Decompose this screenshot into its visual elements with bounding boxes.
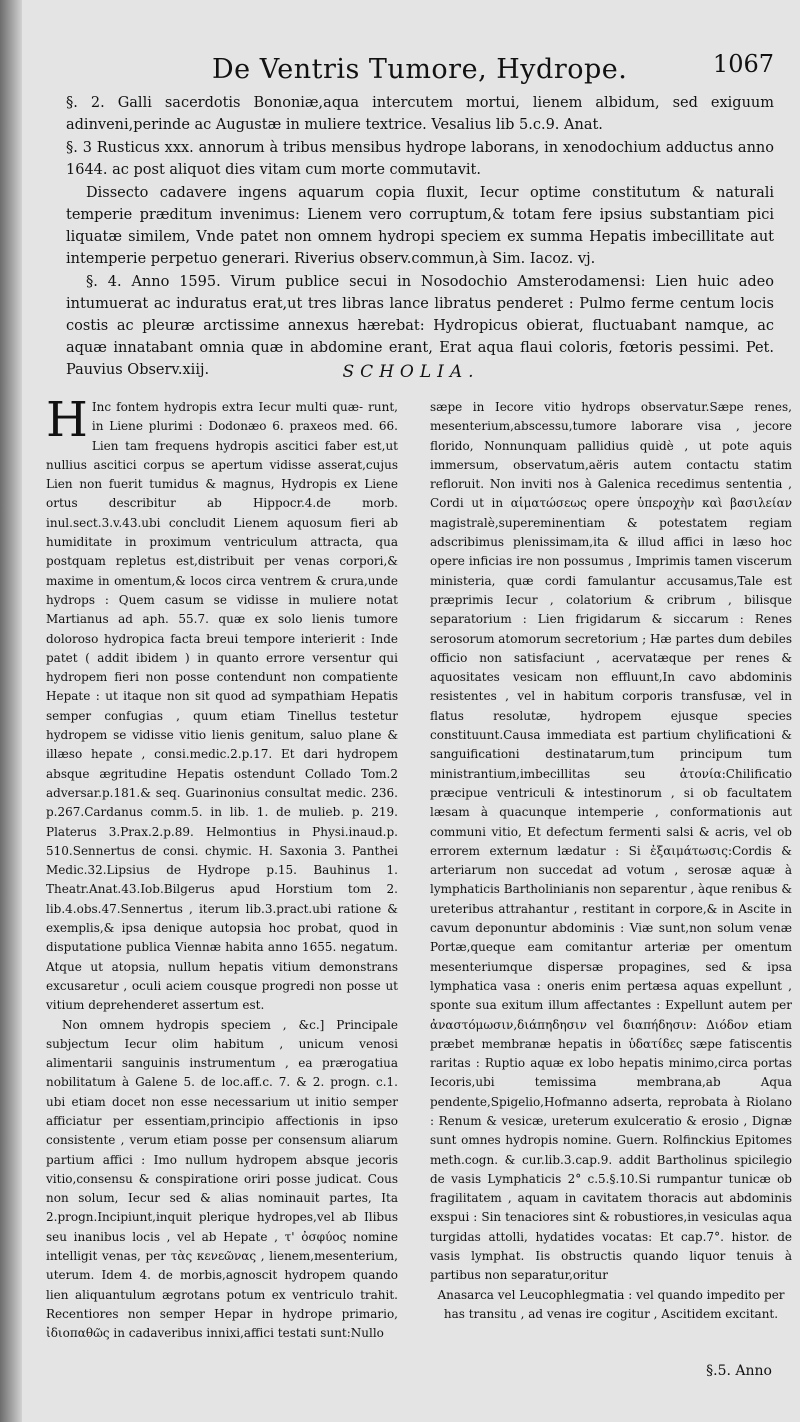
observation-paragraph: §. 3 Rusticus xxx. annorum à tribus mensibus hydrope laborans, in xenodochium adductus anno 1644. ac post aliquot dies vitam cum morte commutavit. bbox=[66, 140, 774, 178]
right-column bbox=[430, 398, 792, 1324]
section-heading-scholia: SCHOLIA. bbox=[342, 362, 480, 382]
book-page bbox=[22, 0, 800, 1422]
observation-paragraph: §. 4. Anno 1595. Virum publice secui in Nosodochio Amsterodamensi: Lien huic adeo intumuerat ac induratus erat,ut tres libras lance libratus penderet : Pulmo ferme centum locis costis ac pleuræ arctissime annexus hærebat: Hydropicus obierat, fluctuabant namque, ac aquæ innatabant omnia quæ in abdomine erant, Erat aqua flaui coloris, fœtoris pessimi. Pet. Pauvius Observ.xiij. bbox=[66, 274, 774, 378]
column-paragraph: Non omnem hydropis speciem , &c.] Principale subjectum Iecur olim habitum , unicum venosi alimentarii sanguinis instrumentum , ea prærogatiua nobilitatum à Galene 5. de loc.aff.c. 7. & 2. progn. c.1. ubi etiam docet non esse necessarium ut initio semper afficiatur per essentiam,principio affectionis in ipso consistente , verum etiam posse per consensum aliarum partium affici : Imo nullum hydropem absque jecoris vitio,consensu & conspiratione oriri posse judicat. Cous non solum, Iecur sed & alias nominauit partes, Ita 2.progn.Incipiunt,inquit plerique hydropes,vel ab Ilibus seu inanibus locis , vel ab Hepate , τ' ὀσφύος nomine intelligit venas, per τὰς κενεῶνας , lienem,mesenterium, uterum. Idem 4. de morbis,agnoscit hydropem quando lien aliquantulum ægrotans potum ex ventriculo trahit. Recentiores non semper Hepar in hydrope primario, ἰδιοπαθῶς in cadaveribus innixi,affici testati sunt:Nullo bbox=[46, 1017, 398, 1341]
column-paragraph-centered: Anasarca vel Leucophlegmatia : vel quando impedito per has transitu , ad venas ire cogitur , Ascitidem excitant. bbox=[437, 1287, 785, 1321]
column-paragraph: sæpe in Iecore vitio hydrops observatur.Sæpe renes, mesenterium,abscessu,tumore laborare visa , jecore florido, Nonnunquam pallidius quidè , ut pote aquis immersum, observatum,aëris autem contactu statim refloruit. Non inviti nos à Galenica recedimus sententia , Cordi ut in αἱματώσεως opere ὑπεροχὴν καὶ βασιλείαν magistralè,supereminentiam & potestatem regiam adscribimus plenissimam,ita & illud affici in læso hoc opere inficias ire non possumus , Imprimis tamen viscerum ministeria, quæ cordi famulantur accusamus,Tale est præprimis Iecur , colatorium & cribrum , bilisque separatorium : Lien frigidarum & siccarum : Renes serosorum atomorum secretorium ; Hæ partes dum debiles officio non satisfaciunt , acervatæque per renes & aquositates vesicam non effluunt,In cavo abdominis resistentes , vel in habitum corporis transfusæ, vel in flatus resolutæ, hydropem ejusque species constituunt.Causa immediata est partium chylificationi & sanguificationi destinatarum,tum principum tum ministrantium,imbecillitas seu ἀτονία:Chilificatio præcipue ventriculi & intestinorum , si ob facultatem læsam à quacunque intemperie , conformationis aut communi vitio, Et defectum fermenti salsi & acris, vel ob errorem externum lædatur : Si ἐξαιμάτωσις:Cordis & arteriarum non succedat ad votum , serosæ aquæ à lymphaticis Bartholinianis non separentur , àque renibus & ureteribus attrahantur , restitant in corpore,& in Ascite in cavum deponuntur abdominis : Viæ sunt,non solum venæ Portæ,queque eam comitantur arteriæ per omentum mesenteriumque dispersæ propagines, sed & ipsa lymphatica vasa : oneris enim pertæsa aquas expellunt , sponte sua exitum illum affectantes : Expellunt autem per ἀναστόμωσιν,διάπηδησιν vel διαπήδησιν: Διόδον etiam præbet membranæ hepatis in ὑδατίδες sæpe fatiscentis raritas : Ruptio aquæ ex lobo hepatis minimo,circa portas Iecoris,ubi temissima membrana,ab Aqua pendente,Spigelio,Hofmanno adserta, reprobata à Riolano : Renum & vesicæ, ureterum exulceratio & erosio , Dignæ sunt omnes hydropis nomine. Guern. Rolfinckius Epitomes meth.cogn. & cur.lib.3.cap.9. addit Bartholinus spicilegio de vasis Lymphaticis 2° c.5.§.10.Si rumpantur tunicæ ob fragilitatem , aquam in cavitatem thoracis aut abdominis exspui : Sin tenaciores sint & robustiores,in vesiculas aqua turgidas attolli, hydatides vocatas: Et cap.7°. histor. de vasis lymphat. Iis obstructis quando liquor tenuis à partibus non separatur,oritur bbox=[430, 400, 793, 1283]
left-column bbox=[46, 392, 398, 1344]
column-paragraph: Inc fontem hydropis extra Iecur multi quæ- runt, in Liene plurimi : Dodonæo 6. praxeos med. 66. Lien tam frequens hydropis ascitici faber est,ut nullius ascitici corpus se apertum vidisse asserat,cujus Lien non fuerit tumidus & magnus, Hydropis ex Liene ortus describitur ab Hippocr.4.de morb. inul.sect.3.v.43.ubi concludit Lienem aquosum fieri ab humiditate in proximum ventriculum attracta, qua postquam repletus est,distribuit per venas corpori,& maxime in omentum,& locos circa ventrem & crura,unde hydrops : Quem casum se vidisse in muliere notat Martianus ad aph. 55.7. quæ ex solo lienis tumore doloroso hydropica facta breui tempore interierit : Inde patet ( addit ibidem ) in quanto errore versentur qui hydropem fieri non posse contendunt non compatiente Hepate : ut itaque non sit quod ad sympathiam Hepatis semper confugias , quum etiam Tinellus testetur hydropem se vidisse vitio lienis genitum, saluo plane & illæso hepate , consi.medic.2.p.17. Et dari hydropem absque ægritudine Hepatis ostendunt Collado Tom.2 adversar.p.181.& seq. Guarinonius consultat medic. 236. p.267.Cardanus comm.5. in lib. 1. de mulieb. p. 219. Platerus 3.Prax.2.p.89. Helmontius in Physi.inaud.p. 510.Sennertus de consi. chymic. H. Saxonia 3. Panthei Medic.32.Lipsius de Hydrope p.15. Bauhinus 1. Theatr.Anat.43.Iob.Bilgerus apud Horstium tom 2. lib.4.obs.47.Sennertus , iterum lib.3.pract.ubi ratione & exemplis,& ipsa denique autopsia hoc probat, quod in disputatione publica Viennæ habita anno 1655. negatum. Atque ut atopsia, nullum hepatis vitium demonstrans excusaretur , oculi aciem cousque progredi non posse ut vitium deprehenderet assertum est. bbox=[46, 400, 398, 1013]
catchword: §.5. Anno bbox=[706, 1363, 772, 1379]
observations-block bbox=[66, 92, 774, 382]
drop-cap-letter: H bbox=[46, 392, 88, 448]
running-head-title: De Ventris Tumore, Hydrope. bbox=[212, 54, 628, 85]
page-number: 1067 bbox=[712, 50, 774, 78]
observation-paragraph: §. 2. Galli sacerdotis Bononiæ,aqua intercutem mortui, lienem albidum, sed exiguum adinveni,perinde ac Augustæ in muliere textrice. Vesalius lib 5.c.9. Anat. bbox=[66, 95, 774, 133]
observation-paragraph: Dissecto cadavere ingens aquarum copia fluxit, Iecur optime constitutum & naturali temperie præditum invenimus: Lienem vero corruptum,& totam fere ipsius substantiam pici liquatæ similem, Vnde patet non omnem hydropi speciem ex summa Hepatis imbecillitate aut intemperie perpetuo generari. Riverius observ.commun,à Sim. Iacoz. vj. bbox=[66, 185, 774, 267]
book-spine-shadow bbox=[0, 0, 22, 1422]
